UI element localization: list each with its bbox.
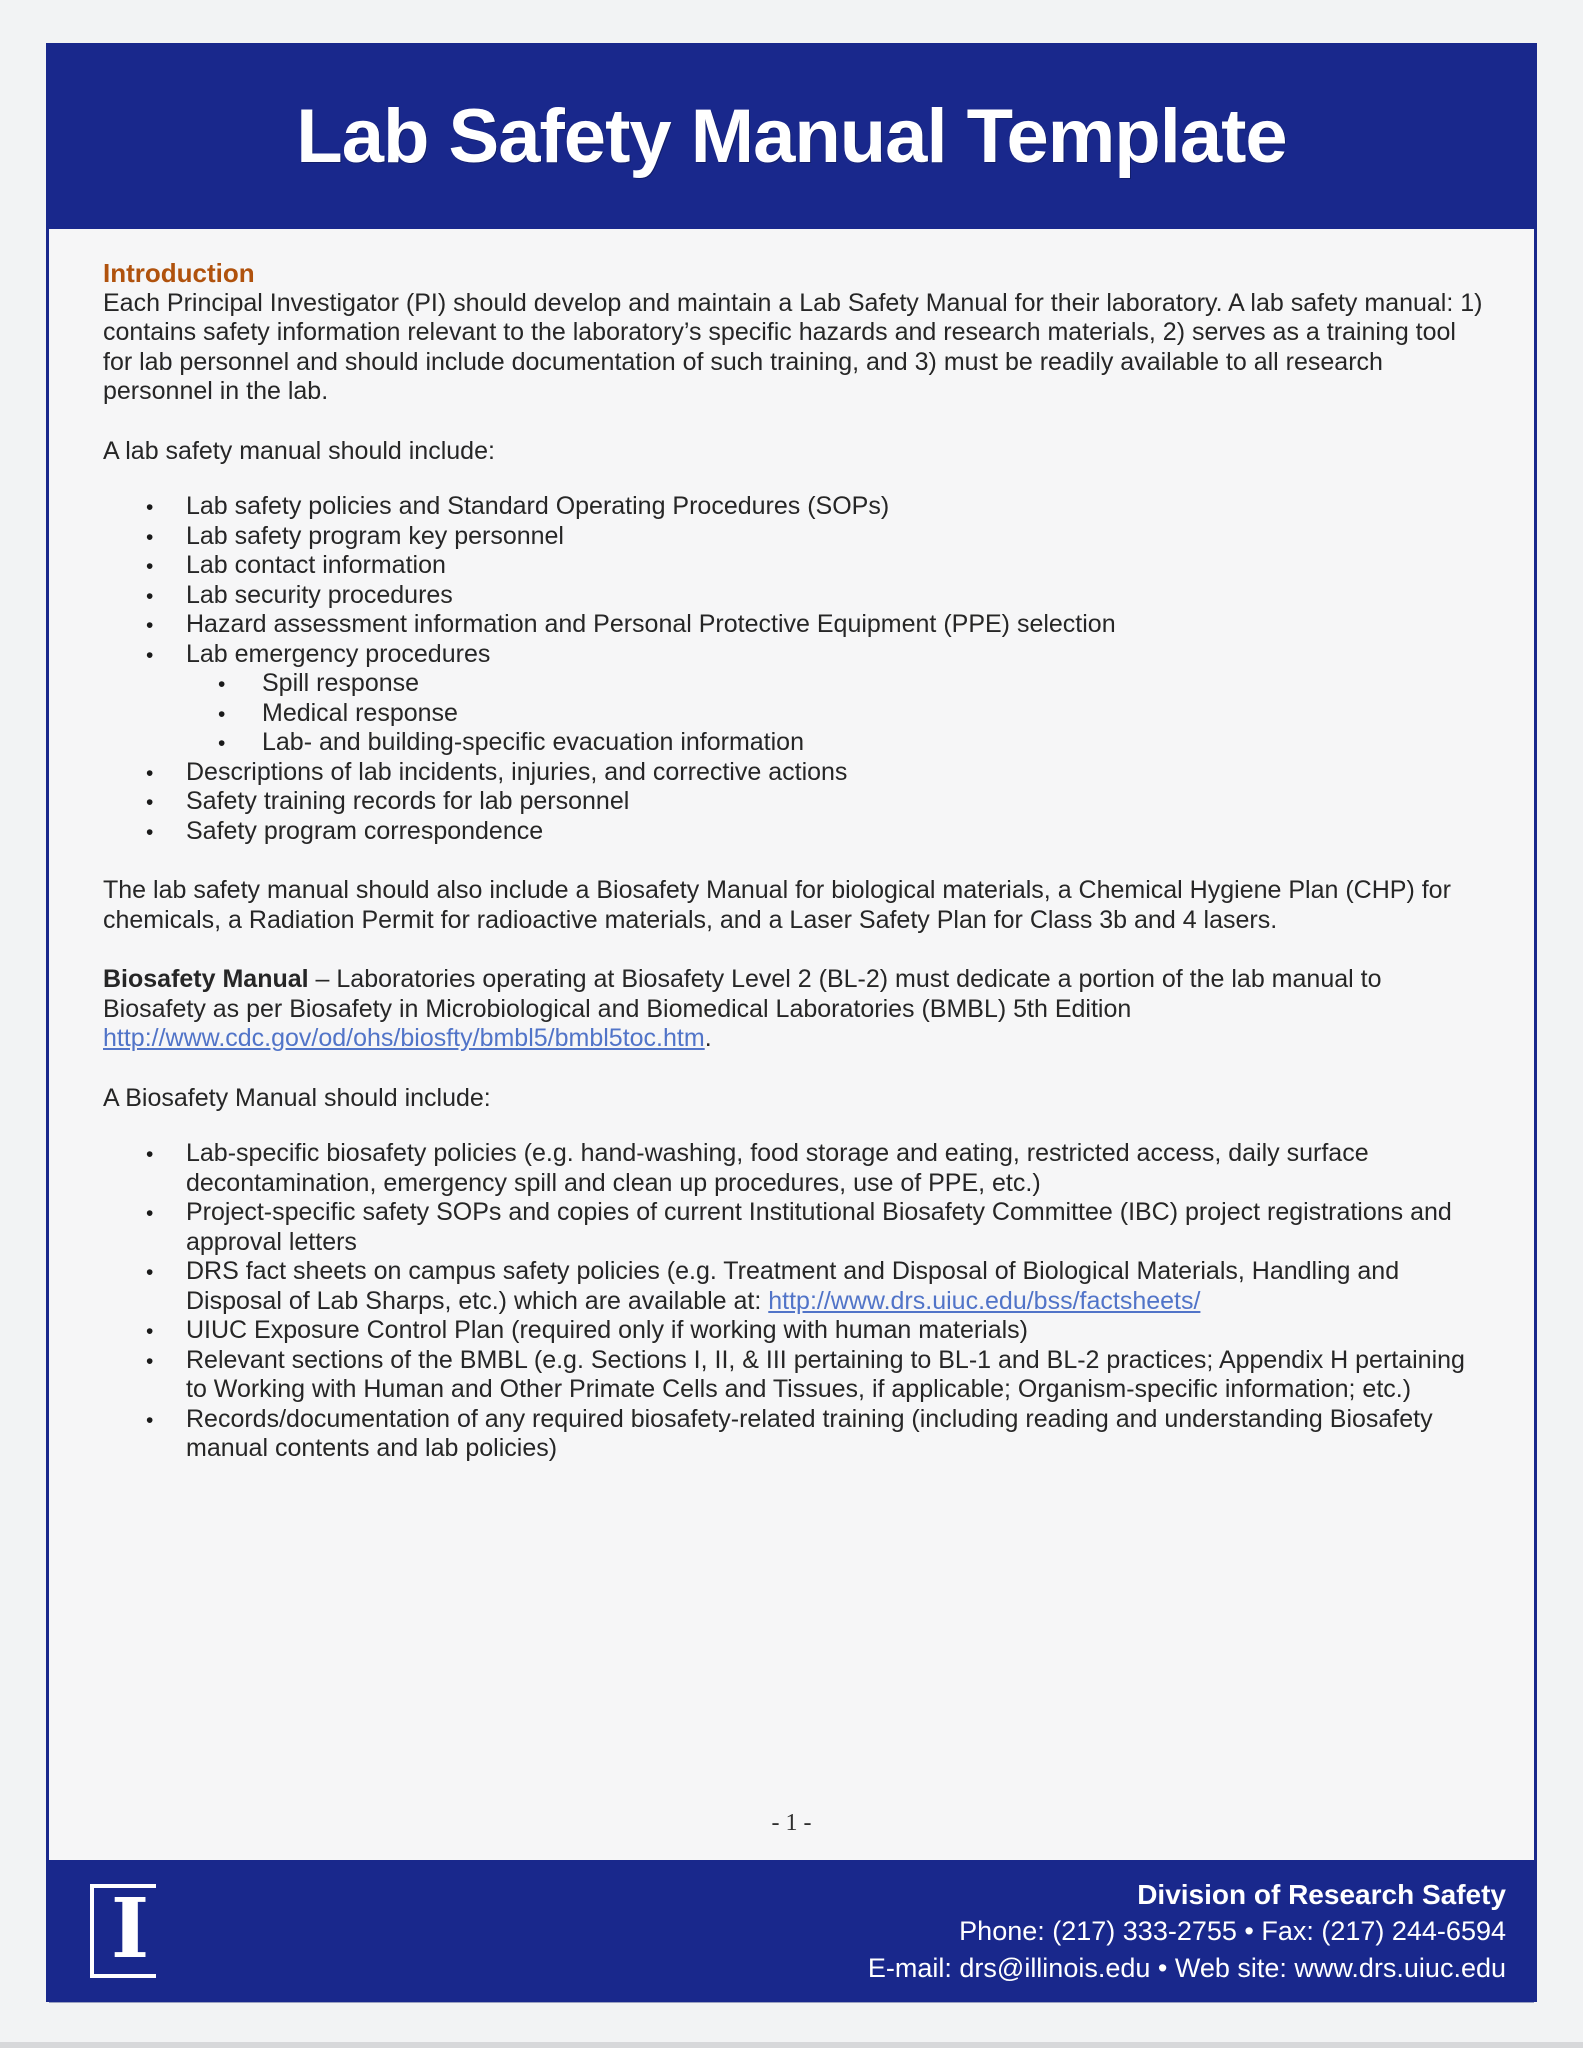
column-i-icon [90, 1881, 156, 1978]
page-bottom-edge [0, 2042, 1583, 2048]
list-item [186, 640, 1490, 758]
biosafety-list-lead: A Biosafety Manual should include: [103, 1083, 491, 1112]
document-body [49, 229, 1534, 1860]
cdc-bmbl-link[interactable]: http://www.cdc.gov/od/ohs/biosfty/bmbl5/bmbl5toc.htm [103, 1024, 705, 1052]
list-item: • Records/documentation of any required biosafety-related training (including reading and understanding Biosafety manual contents and lab policies) [186, 1405, 1490, 1464]
emergency-procedures-sublist [186, 669, 1490, 758]
list-item: • Medical response [262, 699, 1490, 729]
drs-factsheets-link[interactable]: http://www.drs.uiuc.edu/bss/factsheets/ [768, 1286, 1201, 1315]
list-item: • Lab- and building-specific evacuation information [262, 728, 1490, 758]
sentence-period: . [704, 1024, 712, 1052]
biosafety-manual-text: – Laboratories operating at Biosafety Level 2 (BL-2) must dedicate a portion of the lab manual to Biosafety as per Biosafety in Microbiological and Biomedical Laboratories (BMBL) 5th Edition [103, 965, 1382, 1023]
list-item: • Spill response [262, 669, 1490, 699]
division-name: Division of Research Safety [1137, 1878, 1506, 1910]
uiuc-logo [90, 1881, 156, 1978]
list-item: • Hazard assessment information and Personal Protective Equipment (PPE) selection [186, 610, 1490, 640]
document-page [46, 43, 1537, 2002]
biosafety-manual-paragraph [103, 965, 1490, 1054]
lab-safety-manual-list [103, 492, 1490, 846]
list-item: • Lab-specific biosafety policies (e.g. hand-washing, food storage and eating, restricted access, daily surface decontamination, emergency spill and clean up procedures, use of PPE, etc.) [186, 1139, 1490, 1198]
footer-contact-block [868, 1876, 1534, 1987]
list-item-text: Lab emergency procedures [186, 639, 491, 668]
biosafety-manual-list [103, 1139, 1490, 1464]
footer-banner [49, 1860, 1534, 2002]
also-include-paragraph: The lab safety manual should also include a Biosafety Manual for biological materials, a Chemical Hygiene Plan (CHP) for chemicals, a Radiation Permit for radioactive materials, and a Laser Safety Plan for Class 3b and 4 lasers. [103, 876, 1451, 934]
list-item: • Safety program correspondence [186, 817, 1490, 847]
list-item-text: DRS fact sheets on campus safety policies (e.g. Treatment and Disposal of Biological Materials, Handling and Disposal of Lab Sharps, etc.) which are available at: [186, 1257, 1400, 1315]
list-item: • Lab security procedures [186, 581, 1490, 611]
list-item: • Descriptions of lab incidents, injuries, and corrective actions [186, 758, 1490, 788]
document-title: Lab Safety Manual Template [296, 93, 1287, 179]
page-number: - 1 - [771, 1809, 812, 1836]
column-i-letter: I [110, 1881, 150, 1977]
biosafety-manual-lead: Biosafety Manual [103, 965, 309, 993]
manual-list-lead: A lab safety manual should include: [103, 436, 495, 465]
list-item: • Safety training records for lab personnel [186, 787, 1490, 817]
list-item [186, 1257, 1490, 1316]
introduction-heading: Introduction [103, 258, 255, 288]
title-banner [49, 43, 1534, 229]
intro-paragraph: Each Principal Investigator (PI) should develop and maintain a Lab Safety Manual for their laboratory. A lab safety manual: 1) contains safety information relevant to the laboratory’s specific hazards and research materials, 2) serves as a training tool for lab personnel and should include documentation of such training, and 3) must be readily available to all research personnel in the lab. [103, 288, 1483, 405]
list-item: • Lab safety program key personnel [186, 522, 1490, 552]
list-item: • Lab safety policies and Standard Operating Procedures (SOPs) [186, 492, 1490, 522]
list-item: • UIUC Exposure Control Plan (required only if working with human materials) [186, 1316, 1490, 1346]
list-item: • Project-specific safety SOPs and copies of current Institutional Biosafety Committee (IBC) project registrations and approval letters [186, 1198, 1490, 1257]
email-web-line: E-mail: drs@illinois.edu • Web site: www.drs.uiuc.edu [867, 1952, 1506, 1983]
phone-fax-line: Phone: (217) 333-2755 • Fax: (217) 244-6594 [959, 1915, 1506, 1946]
list-item: • Lab contact information [186, 551, 1490, 581]
list-item: • Relevant sections of the BMBL (e.g. Sections I, II, & III pertaining to BL-1 and BL-2 practices; Appendix H pertaining to Working with Human and Other Primate Cells and Tissues, if applicable; Organism-specific information; etc.) [186, 1346, 1490, 1405]
